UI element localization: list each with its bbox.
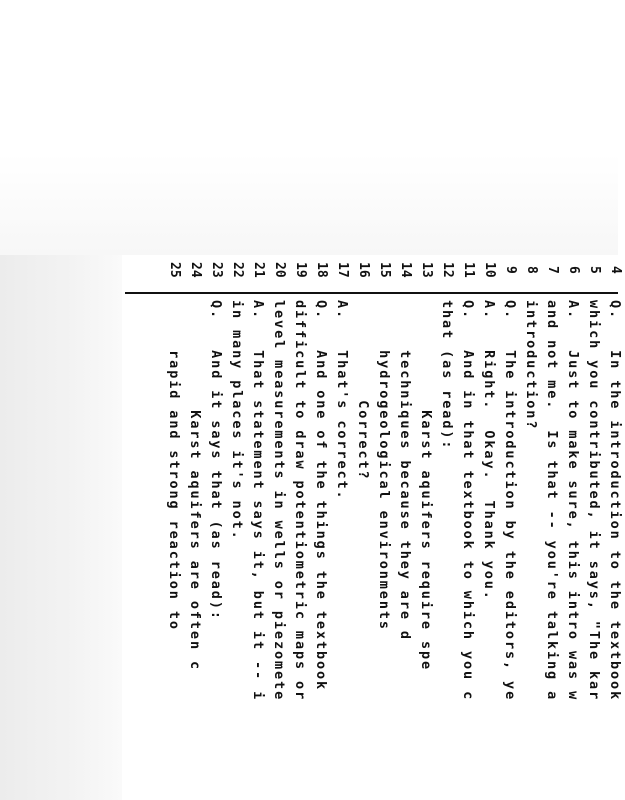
- transcript-line: A. That statement says it, but it -- i: [250, 300, 266, 702]
- line-number: 6: [566, 266, 581, 274]
- line-number: 11: [461, 262, 476, 278]
- line-number: 23: [209, 262, 224, 278]
- transcript-line: Karst aquifers are often c: [187, 300, 203, 672]
- line-number: 5: [587, 266, 602, 274]
- transcript-line: Correct?: [355, 300, 371, 481]
- line-number: 9: [503, 266, 518, 274]
- transcript-line: introduction?: [523, 300, 539, 431]
- transcript-line: level measurements in wells or piezomete: [271, 300, 287, 702]
- line-number: 16: [356, 262, 371, 278]
- transcript-line: Q. And in that textbook to which you c: [460, 300, 476, 702]
- transcript-line: Q. In the introduction to the textbook: [607, 300, 623, 702]
- scan-top-blank: [0, 0, 618, 255]
- line-number: 10: [482, 262, 497, 278]
- transcript-line: A. Just to make sure, this intro was w: [565, 300, 581, 702]
- transcript-line: which you contributed, it says, "The kar: [586, 300, 602, 702]
- line-number: 21: [251, 262, 266, 278]
- transcript-line: difficult to draw potentiometric maps or: [292, 300, 308, 702]
- transcript-line: rapid and strong reaction to: [166, 300, 182, 631]
- line-number: 15: [377, 262, 392, 278]
- line-number: 25: [167, 262, 182, 278]
- line-number: 8: [524, 266, 539, 274]
- line-number: 4: [608, 266, 623, 274]
- line-number: 7: [545, 266, 560, 274]
- transcript-line: that (as read):: [439, 300, 455, 451]
- transcript-line: A. That's correct.: [334, 300, 350, 501]
- line-number: 22: [230, 262, 245, 278]
- transcript-line: hydrogeological environments: [376, 300, 392, 631]
- line-number: 17: [335, 262, 350, 278]
- line-number: 18: [314, 262, 329, 278]
- margin-rule-line: [125, 292, 618, 294]
- line-number: 12: [440, 262, 455, 278]
- transcript-line: Q. And one of the things the textbook: [313, 300, 329, 692]
- transcript-line: in many places it's not.: [229, 300, 245, 541]
- transcript-line: techniques because they are d: [397, 300, 413, 641]
- line-number: 19: [293, 262, 308, 278]
- line-number: 20: [272, 262, 287, 278]
- transcript-line: Karst aquifers require spe: [418, 300, 434, 672]
- line-number: 24: [188, 262, 203, 278]
- transcript-line: A. Right. Okay. Thank you.: [481, 300, 497, 601]
- line-number: 13: [419, 262, 434, 278]
- transcript-line: and not me. Is that -- you're talking a: [544, 300, 560, 702]
- transcript-line: Q. And it says that (as read):: [208, 300, 224, 621]
- line-number: 14: [398, 262, 413, 278]
- transcript-line: Q. The introduction by the editors, ye: [502, 300, 518, 702]
